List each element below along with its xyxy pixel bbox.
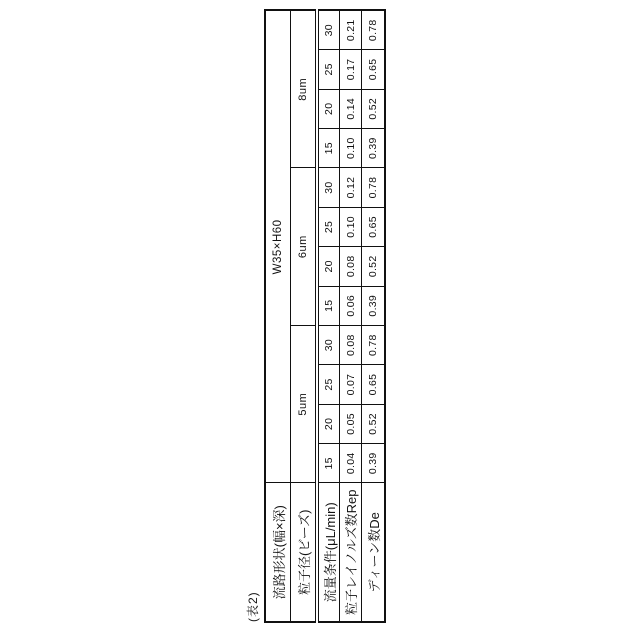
cell-rep: 0.10 [340, 128, 362, 167]
cell-rep: 0.10 [340, 207, 362, 246]
cell-flow: 15 [317, 128, 340, 167]
cell-flow: 25 [317, 50, 340, 89]
cell-flow: 30 [317, 325, 340, 364]
row-reynolds [340, 10, 362, 622]
cell-flow: 20 [317, 404, 340, 443]
cell-rep: 0.04 [340, 444, 362, 483]
cell-rep: 0.14 [340, 89, 362, 128]
cell-flow: 30 [317, 168, 340, 207]
cell-rep: 0.12 [340, 168, 362, 207]
cell-de: 0.78 [362, 10, 386, 49]
data-table [264, 9, 386, 623]
group-label-5um: 5um [291, 325, 318, 483]
cell-rep: 0.05 [340, 404, 362, 443]
cell-de: 0.39 [362, 128, 386, 167]
row-dean [362, 10, 386, 622]
cell-rep: 0.21 [340, 10, 362, 49]
cell-flow: 25 [317, 365, 340, 404]
cell-rep: 0.17 [340, 50, 362, 89]
cell-de: 0.78 [362, 325, 386, 364]
cell-flow: 20 [317, 89, 340, 128]
cell-rep: 0.08 [340, 247, 362, 286]
cell-de: 0.65 [362, 365, 386, 404]
cell-flow: 30 [317, 10, 340, 49]
table-caption: (表2) [246, 591, 260, 622]
row-header-reynolds: 粒子レイノルズ数Rep [340, 483, 362, 622]
cell-flow: 20 [317, 247, 340, 286]
cell-flow: 25 [317, 207, 340, 246]
cell-de: 0.65 [362, 50, 386, 89]
channel-shape-value: W35×H60 [265, 10, 291, 483]
cell-de: 0.52 [362, 89, 386, 128]
cell-de: 0.65 [362, 207, 386, 246]
row-particle-diameter [291, 10, 318, 622]
cell-rep: 0.07 [340, 365, 362, 404]
cell-de: 0.52 [362, 247, 386, 286]
cell-de: 0.39 [362, 444, 386, 483]
cell-flow: 15 [317, 444, 340, 483]
cell-rep: 0.06 [340, 286, 362, 325]
cell-de: 0.52 [362, 404, 386, 443]
cell-flow: 15 [317, 286, 340, 325]
cell-de: 0.78 [362, 168, 386, 207]
row-header-dean: ディーン数De [362, 483, 386, 622]
row-flow-rate [317, 10, 340, 622]
rotated-table-block [245, 10, 390, 623]
group-label-6um: 6um [291, 168, 318, 326]
row-header-flow-rate: 流量条件(μL/min) [317, 483, 340, 622]
cell-de: 0.39 [362, 286, 386, 325]
row-header-channel-shape: 流路形状(幅×深) [265, 483, 291, 622]
row-header-particle-diameter: 粒子径(ビーズ) [291, 483, 318, 622]
cell-rep: 0.08 [340, 325, 362, 364]
group-label-8um: 8um [291, 10, 318, 168]
row-channel-shape [265, 10, 291, 622]
